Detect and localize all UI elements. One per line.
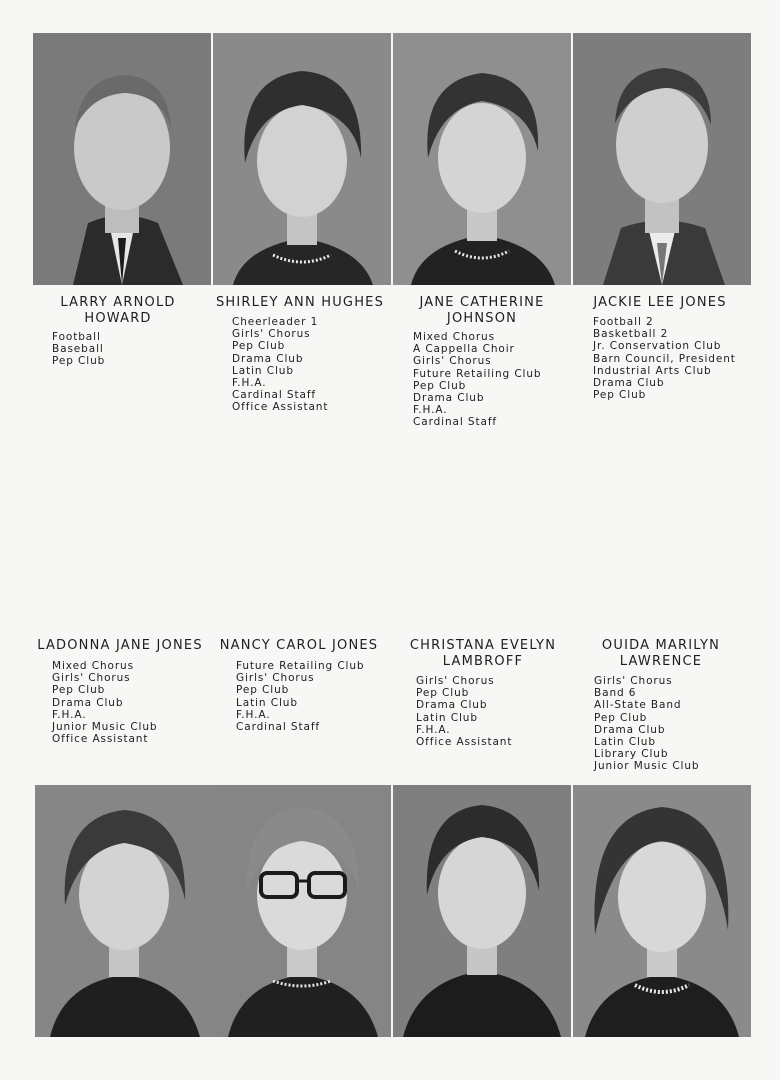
activity-item: Jr. Conservation Club	[593, 340, 722, 353]
portrait-female-1	[213, 33, 391, 285]
activity-item: Girls' Chorus	[416, 675, 495, 687]
activity-item: Drama Club	[52, 696, 124, 709]
name-line: LAWRENCE	[619, 654, 703, 669]
portrait-female-3	[35, 785, 213, 1037]
name-line: JOHNSON	[446, 311, 518, 326]
activity-list	[52, 331, 105, 368]
name-line: JACKIE LEE JONES	[593, 295, 727, 310]
activity-list	[52, 660, 157, 745]
portrait-female-glasses	[213, 785, 391, 1037]
activity-item: Pep Club	[232, 340, 286, 353]
name-line: NANCY CAROL JONES	[219, 638, 379, 653]
activity-item: Office Assistant	[416, 736, 513, 749]
activity-item: Drama Club	[594, 723, 666, 736]
activity-item: Pep Club	[416, 687, 470, 700]
portrait-female-5	[573, 785, 751, 1037]
activity-item: Girls' Chorus	[52, 672, 131, 685]
activity-item: Industrial Arts Club	[593, 364, 712, 377]
student-name	[570, 295, 750, 311]
portrait-photo	[393, 33, 571, 285]
activity-item: Cardinal Staff	[232, 389, 317, 402]
student-name	[571, 638, 751, 670]
activity-item: Barn Council, President	[593, 352, 736, 365]
activity-item: All-State Band	[594, 699, 682, 712]
activity-list	[236, 660, 365, 733]
activity-item: Junior Music Club	[52, 721, 158, 734]
portrait-female-2	[393, 33, 571, 285]
portrait-photo	[33, 33, 211, 285]
activity-item: Latin Club	[232, 364, 294, 377]
activity-item: Mixed Chorus	[52, 660, 134, 672]
portrait-male-1	[33, 33, 211, 285]
student-name	[199, 638, 399, 654]
activity-item: Basketball 2	[593, 328, 669, 341]
activity-item: Pep Club	[594, 711, 648, 724]
activity-item: Junior Music Club	[594, 760, 700, 773]
activity-item: Drama Club	[232, 352, 304, 365]
activity-item: Future Retailing Club	[413, 367, 542, 380]
activity-item: Baseball	[52, 343, 104, 356]
student-name	[28, 295, 208, 327]
activity-item: Cardinal Staff	[413, 416, 498, 429]
activity-item: F.H.A.	[232, 377, 267, 390]
student-name	[392, 295, 572, 327]
name-line: OUIDA MARILYN	[601, 638, 721, 653]
activity-list	[593, 316, 736, 401]
activity-item: Football	[52, 331, 101, 343]
name-line: LAMBROFF	[442, 654, 524, 669]
name-line: SHIRLEY ANN HUGHES	[215, 295, 385, 310]
activity-item: Cheerleader 1	[232, 316, 319, 328]
name-line: JANE CATHERINE	[419, 295, 545, 310]
activity-item: Pep Club	[52, 684, 106, 697]
activity-item: Future Retailing Club	[236, 660, 365, 672]
activity-item: Football 2	[593, 316, 654, 328]
activity-item: Girls' Chorus	[236, 672, 315, 685]
activity-item: Latin Club	[236, 696, 298, 709]
name-line: HOWARD	[84, 311, 152, 326]
activity-item: F.H.A.	[52, 708, 87, 721]
student-name	[393, 638, 573, 670]
activity-item: F.H.A.	[416, 723, 451, 736]
activity-item: Drama Club	[413, 392, 485, 405]
activity-list	[413, 331, 542, 429]
activity-item: Girls' Chorus	[594, 675, 673, 687]
activity-item: Library Club	[594, 748, 669, 761]
activity-item: Drama Club	[593, 377, 665, 390]
activity-list	[232, 316, 328, 414]
activity-item: Girls' Chorus	[413, 355, 492, 368]
activity-item: Pep Club	[593, 389, 647, 402]
activity-item: Mixed Chorus	[413, 331, 495, 343]
activity-item: Latin Club	[416, 711, 478, 724]
activity-item: Pep Club	[413, 379, 467, 392]
activity-item: Office Assistant	[52, 733, 149, 746]
name-line: LADONNA JANE JONES	[37, 638, 203, 653]
activity-item: Pep Club	[52, 355, 106, 368]
portrait-photo	[35, 785, 213, 1037]
activity-item: Drama Club	[416, 699, 488, 712]
portrait-photo	[213, 33, 391, 285]
activity-item: Band 6	[594, 687, 637, 700]
name-line: LARRY ARNOLD	[60, 295, 176, 310]
activity-item: F.H.A.	[413, 404, 448, 417]
portrait-photo	[573, 785, 751, 1037]
name-line: CHRISTANA EVELYN	[409, 638, 557, 653]
student-name	[30, 638, 210, 654]
portrait-male-2	[573, 33, 751, 285]
activity-list	[594, 675, 699, 773]
activity-item: F.H.A.	[236, 708, 271, 721]
activity-item: Girls' Chorus	[232, 328, 311, 341]
activity-list	[416, 675, 512, 748]
activity-item: Latin Club	[594, 736, 656, 749]
portrait-female-4	[393, 785, 571, 1037]
portrait-photo	[213, 785, 391, 1037]
activity-item: Cardinal Staff	[236, 721, 321, 734]
portrait-photo	[573, 33, 751, 285]
activity-item: Office Assistant	[232, 401, 329, 414]
student-name	[210, 295, 390, 311]
activity-item: A Cappella Choir	[413, 343, 515, 356]
activity-item: Pep Club	[236, 684, 290, 697]
portrait-photo	[393, 785, 571, 1037]
